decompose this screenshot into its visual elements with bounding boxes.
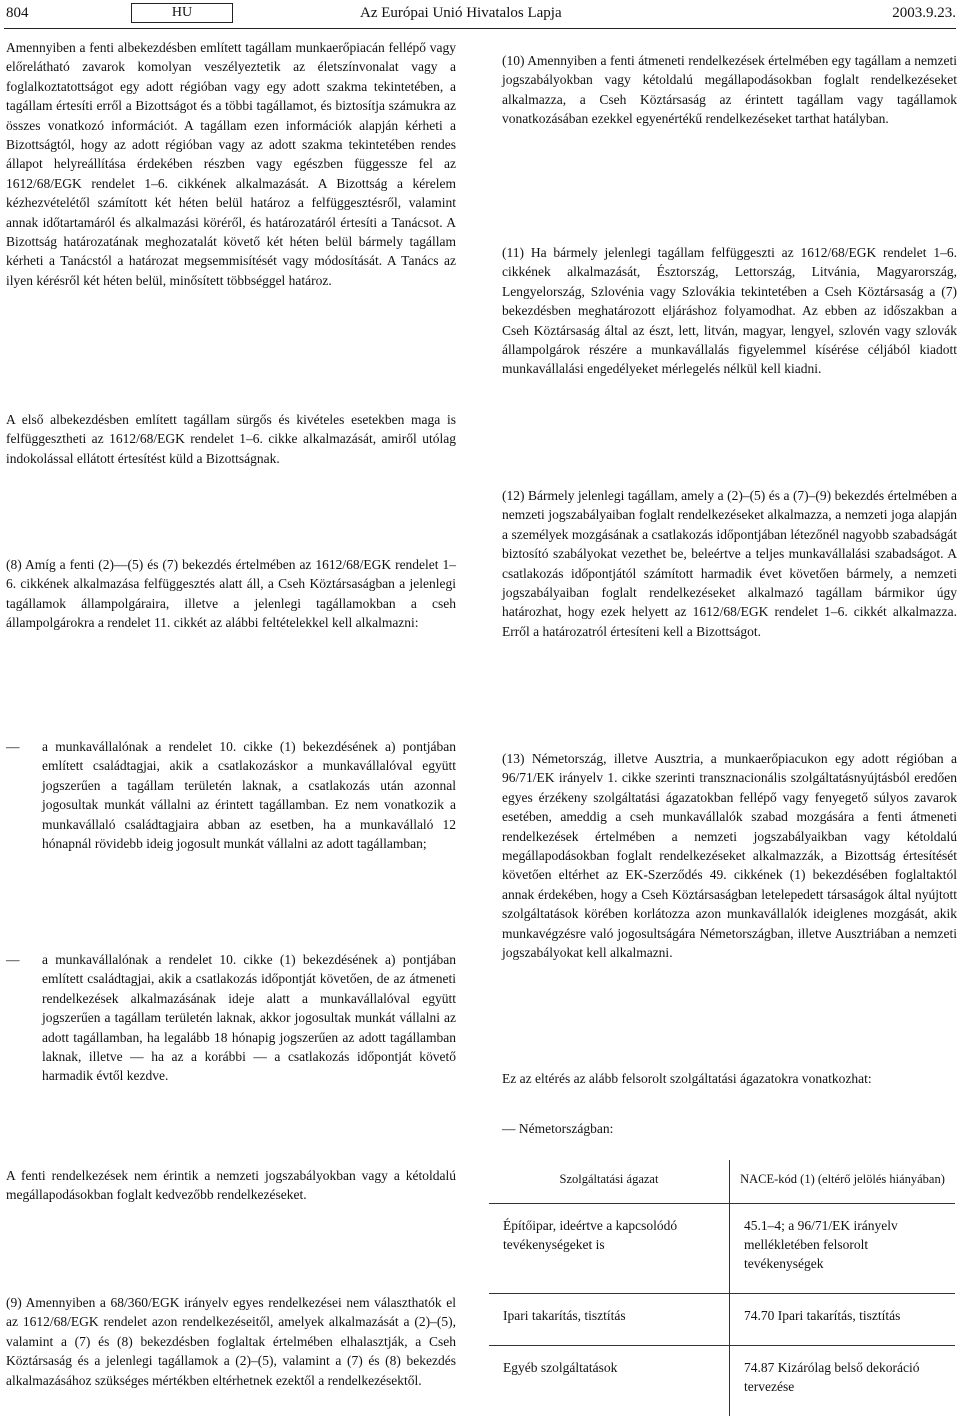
paragraph-favourable-provisions: A fenti rendelkezések nem érintik a nemzeti jogszabályokban vagy a kétoldalú megállapodásokban foglalt kedvezőbb rendelkezéseket. (6, 1166, 456, 1205)
dash-item-text: a munkavállalónak a rendelet 10. cikke (1) bekezdésének a) pontjában említett családtagjai, akik a csatlakozás időpontját követően, de az átmeneti rendelkezések alkalmazásának ideje alatt a munkavállalóval együtt jogszerűen a tagállam területén laknak, akkor jogosultak munkát vállalni az adott tagállamban, ha legalább 18 hónapig jogszerűen az adott tagállamban laknak, illetve — ha az a korábbi — a csatlakozás időpontját követő harmadik évtől kezdve. (42, 952, 456, 1083)
dash-item-1 (42, 737, 456, 853)
dash-marker: — (6, 950, 20, 969)
dash-item-2 (42, 950, 456, 1086)
paragraph-10: (10) Amennyiben a fenti átmeneti rendelkezések értelmében egy tagállam a nemzeti jogszabályokban vagy kétoldalú megállapodásokban foglalt rendelkezéseket alkalmazza, a Cseh Köztársaság az érintett tagállam vagy tagállamok vonatkozásában ezekkel egyenértékű rendelkezéseket tarthat hatályban. (502, 51, 957, 129)
table-header-row (489, 1160, 955, 1204)
dash-item-text: a munkavállalónak a rendelet 10. cikke (1) bekezdésének a) pontjában említett családtagjai, akik a csatlakozáskor a munkavállalóval együtt jogszerűen a tagállam területén laknak, a csatlakozás után azonnal jogosultak munkát vállalni az érintett tagállamban. Ez nem vonatkozik a munkavállaló családtagjaira abban az esetben, ha a munkavállaló 12 hónapnál rövidebb ideig jogosult munkát vállalni az adott tagállamban; (42, 739, 456, 851)
table-row (489, 1204, 955, 1294)
paragraph-8: (8) Amíg a fenti (2)—(5) és (7) bekezdés értelmében az 1612/68/EGK rendelet 1–6. cikkének alkalmazása felfüggesztés alatt áll, a Cseh Köztársaságban a jelenlegi tagállamok állampolgáraira, illetve a jelenlegi tagállamokban a cseh állampolgárokra a rendelet 11. cikkét az alábbi feltételekkel kell alkalmazni: (6, 555, 456, 633)
sector-cell: Építőipar, ideértve a kapcsolódó tevékenységeket is (489, 1204, 730, 1294)
nace-code-cell: 74.70 Ipari takarítás, tisztítás (730, 1294, 956, 1346)
sector-cell: Egyéb szolgáltatások (489, 1346, 730, 1416)
nace-code-cell: 45.1–4; a 96/71/EK irányelv mellékletében felsorolt tevékenységek (730, 1204, 956, 1294)
journal-title: Az Európai Unió Hivatalos Lapja (360, 4, 562, 22)
table-row (489, 1294, 955, 1346)
table-row (489, 1346, 955, 1416)
germany-heading: — Németországban: (502, 1119, 802, 1138)
column-header-sector: Szolgáltatási ágazat (489, 1160, 730, 1204)
paragraph-13: (13) Németország, illetve Ausztria, a munkaerőpiacukon egy adott régióban a 96/71/EK irányelv 1. cikke szerinti transznacionális szolgáltatásnyújtásból eredően egyes érzékeny szolgáltatási ágazatokban fellépő vagy fenyegető súlyos zavarok esetében, ameddig a cseh munkavállalók szabad mozgására a fenti átmeneti rendelkezések értelmében a nemzeti jogszabályaikban vagy kétoldalú megállapodásokban foglalt rendelkezéseket alkalmazzák, a Bizottság értesítését követően eltérhet az EK-Szerződés 49. cikkének (1) bekezdésében foglaltaktól annak érdekében, hogy a Cseh Köztársaságban letelepedett társaságok által nyújtott szolgáltatások körében korlátozza azon munkavállalók ideiglenes mozgását, akik munkavégzésre való jogosultságára Németországban, illetve Ausztriában a nemzeti jogszabályokat kell alkalmazni. (502, 749, 957, 962)
page-number: 804 (6, 4, 29, 22)
paragraph-urgent-suspension: A első albekezdésben említett tagállam sürgős és kivételes esetekben maga is felfüggesztheti az 1612/68/EGK rendelet 1–6. cikke alkalmazását, amiről utólag indokolással ellátott értesítést küld a Bizottságnak. (6, 410, 456, 468)
paragraph-9: (9) Amennyiben a 68/360/EGK irányelv egyes rendelkezései nem választhatók el az 1612/68/EGK rendelet azon rendelkezéseitől, amelyek alkalmazását a (2)–(5), valamint a (7) és (8) bekezdésben foglaltak értelmében elhalasztják, a Cseh Köztársaság és a jelenlegi tagállamok a (2)–(5), valamint a (7) és (8) bekezdés alkalmazásához szükséges mértékben eltérhetnek ezektől a rendelkezésektől. (6, 1293, 456, 1390)
paragraph-11: (11) Ha bármely jelenlegi tagállam felfüggeszti az 1612/68/EGK rendelet 1–6. cikkének alkalmazását, Észtország, Lettország, Litvánia, Magyarország, Lengyelország, Szlovénia vagy Szlovákia tekintetében a Cseh Köztársaság a (7) bekezdésben meghatározott eljáráshoz folyamodhat. Az ebben az időszakban a Cseh Köztársaság által az észt, lett, litván, magyar, lengyel, szlovén vagy szlovák állampolgárok részére a munkavállalás figyelemmel kísérése céljából kiadott munkavállalási engedélyeket mérlegelés nélkül kell kiadni. (502, 243, 957, 379)
language-code-box: HU (131, 3, 233, 23)
column-header-nace-code: NACE-kód (1) (eltérő jelölés hiányában) (730, 1160, 956, 1204)
sector-cell: Ipari takarítás, tisztítás (489, 1294, 730, 1346)
paragraph-suspension-request: Amennyiben a fenti albekezdésben említett tagállam munkaerőpiacán fellépő vagy előrelátható zavarok komolyan veszélyeztetik az életszínvonalat vagy a foglalkoztatottságot egy adott régióban vagy egy adott szakma tekintetében, a tagállam értesíti erről a Bizottságot és a többi tagállamot, és biztosítja számukra az összes vonatkozó információt. A tagállam ezen információk alapján kérheti a Bizottságtól, hogy az adott régióban vagy az adott szakma tekintetében rendes állapot helyreállítása érdekében részben vagy egészben függessze fel az 1612/68/EGK rendelet 1–6. cikkének alkalmazását. A Bizottság a kérelem kézhezvételétől számított két héten belül határoz a felfüggesztésről, valamint annak időtartamáról és alkalmazási köréről, és határozatáról értesíti a Tanácsot. A Bizottság határozatának meghozatalát követő két héten belül bármely tagállam kérheti a Tanácstól a határozat megsemmisítését vagy módosítását. A Tanács az ilyen kérésről két héten belül, minősített többséggel határoz. (6, 38, 456, 290)
nace-code-cell: 74.87 Kizárólag belső dekoráció tervezése (730, 1346, 956, 1416)
paragraph-12: (12) Bármely jelenlegi tagállam, amely a (2)–(5) és a (7)–(9) bekezdés értelmében a nemzeti jogszabályaiban foglalt rendelkezéseket alkalmazza, a nemzeti joga alapján a személyek mozgásának a csatlakozás időpontjában létezőnél nagyobb szabadságát biztosító szabályokat vezethet be, beleértve a teljes munkavállalási szabadságot. A csatlakozás időpontjától számított harmadik évet követően bármely, a nemzeti jogszabályaiban foglalt rendelkezéseket alkalmazó tagállam bármikor úgy határozhat, hogy ezek helyett az 1612/68/EGK rendelet 1–6. cikkét alkalmazza. Erről a határozatról értesíteni kell a Bizottságot. (502, 486, 957, 641)
publication-date: 2003.9.23. (892, 4, 956, 22)
paragraph-derogation-sectors: Ez az eltérés az alább felsorolt szolgáltatási ágazatokra vonatkozhat: (502, 1069, 957, 1088)
dash-marker: — (6, 737, 20, 756)
header-rule (4, 28, 956, 29)
service-sectors-table (489, 1160, 955, 1416)
